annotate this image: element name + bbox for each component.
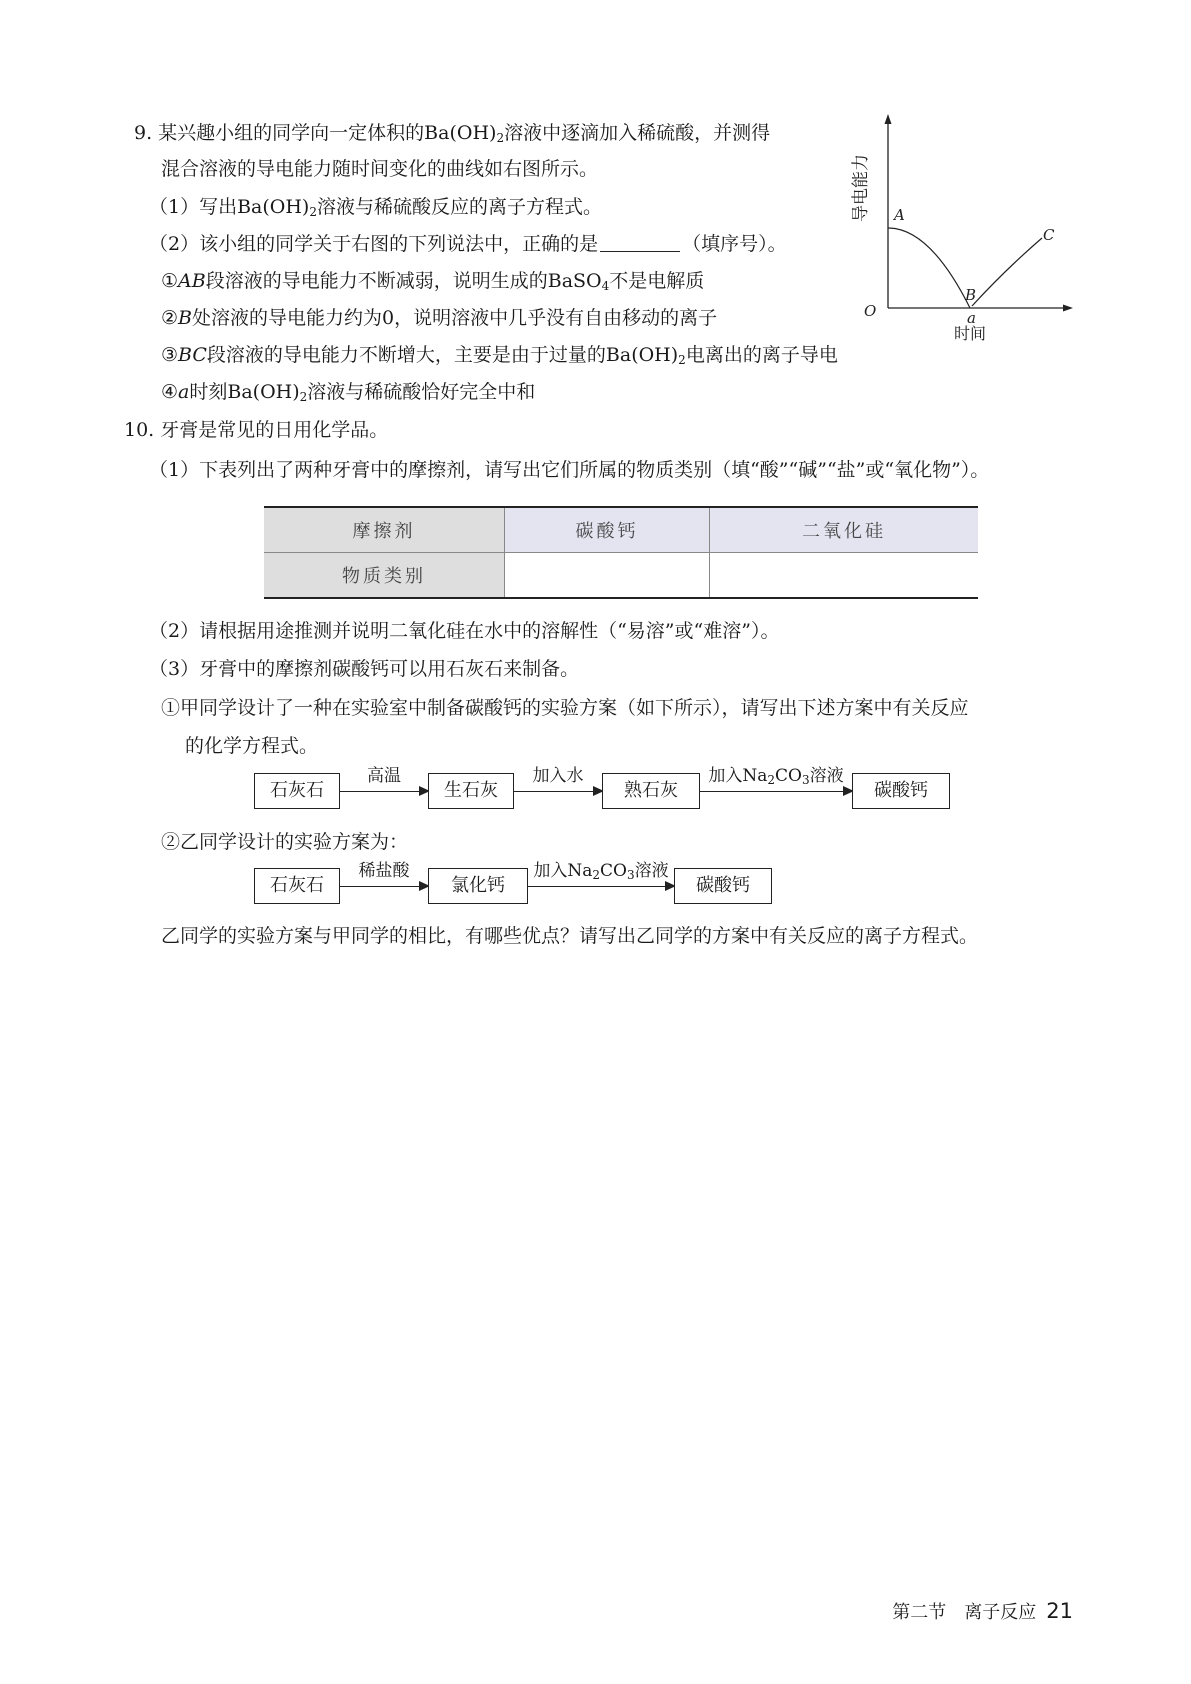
table-row <box>264 553 978 599</box>
flow1-box-calcium-carbonate: 碳酸钙 <box>852 773 950 809</box>
y-axis-arrow <box>885 114 892 124</box>
y-axis-label: 导电能力 <box>851 154 871 222</box>
q9-part1: （1）写出$Ba(OH)_2$溶液与稀硫酸反应的离子方程式。 <box>149 196 603 219</box>
q10-scheme1-desc-cont: 的化学方程式。 <box>185 735 319 757</box>
section-title: 第二节 离子反应 <box>892 1602 1037 1623</box>
flow1-arrow-1-label: 高温 <box>367 766 401 786</box>
q10-scheme1-desc: ①甲同学设计了一种在实验室中制备碳酸钙的实验方案（如下所示），请写出下述方案中有关反应 <box>161 697 969 719</box>
q9-line2: 混合溶液的导电能力随时间变化的曲线如右图所示。 <box>161 158 599 180</box>
flow1-box-slaked-lime: 熟石灰 <box>602 773 700 809</box>
flow2-box-limestone: 石灰石 <box>254 868 340 904</box>
q9-option3: ③BC段溶液的导电能力不断增大，主要是由于过量的$Ba(OH)_2$电离出的离子导电 <box>161 344 838 367</box>
flow2-arrow-1 <box>340 886 428 887</box>
x-axis-arrow <box>1063 305 1073 312</box>
abrasive-table <box>264 506 978 599</box>
flow2-box-calcium-carbonate: 碳酸钙 <box>674 868 772 904</box>
q10-part3: （3）牙膏中的摩擦剂碳酸钙可以用石灰石来制备。 <box>149 658 580 680</box>
q9-option2: ②B处溶液的导电能力约为0，说明溶液中几乎没有自由移动的离子 <box>161 307 718 329</box>
conductivity-curve <box>888 228 970 308</box>
answer-cell-silicon-dioxide[interactable] <box>709 553 978 599</box>
answer-cell-calcium-carbonate[interactable] <box>505 553 710 599</box>
page-number: 21 <box>1046 1599 1073 1623</box>
q9-line1: 9. 某兴趣小组的同学向一定体积的$Ba(OH)_2$溶液中逐滴加入稀硫酸，并测得 <box>134 122 771 145</box>
q10-scheme2-desc: ②乙同学设计的实验方案为： <box>161 831 409 853</box>
q9-option4: ④a时刻$Ba(OH)_2$溶液与稀硫酸恰好完全中和 <box>161 381 536 404</box>
q10-line1: 10. 牙膏是常见的日用化学品。 <box>124 419 389 441</box>
q10-part1: （1）下表列出了两种牙膏中的摩擦剂，请写出它们所属的物质类别（填“酸”“碱”“盐”或“氧化物”）。 <box>149 459 990 481</box>
flow2-arrow-2 <box>528 886 674 887</box>
flow2-arrow-1-label: 稀盐酸 <box>358 861 410 881</box>
point-b-label: B <box>965 286 977 304</box>
q9-option1: ①AB段溶液的导电能力不断减弱，说明生成的BaSO$_4$不是电解质 <box>161 270 705 293</box>
flow1-box-quicklime: 生石灰 <box>428 773 514 809</box>
q10-part2: （2）请根据用途推测并说明二氧化硅在水中的溶解性（“易溶”或“难溶”）。 <box>149 620 780 642</box>
tick-a-label: a <box>967 309 976 327</box>
origin-label: O <box>864 302 877 320</box>
q10-final-question: 乙同学的实验方案与甲同学的相比，有哪些优点？请写出乙同学的方案中有关反应的离子方程式。 <box>161 925 979 947</box>
table-header-row <box>264 507 978 553</box>
point-c-label: C <box>1043 226 1055 244</box>
table-header-cell: 碳酸钙 <box>505 507 710 553</box>
x-axis-label: 时间 <box>954 324 987 343</box>
conductivity-graph <box>850 110 1080 350</box>
flow1-arrow-1 <box>340 791 428 792</box>
point-a-label: A <box>894 206 905 224</box>
flow1-arrow-3 <box>700 791 852 792</box>
answer-blank[interactable] <box>600 233 680 252</box>
q9-part2: （2）该小组的同学关于右图的下列说法中，正确的是 （填序号）。 <box>149 233 787 255</box>
flow1-arrow-2 <box>514 791 602 792</box>
conductivity-curve-rise <box>972 238 1042 306</box>
flow2-box-calcium-chloride: 氯化钙 <box>428 868 528 904</box>
flow1-arrow-2-label: 加入水 <box>532 766 584 786</box>
page-footer <box>892 1598 1073 1624</box>
table-header-cell: 二氧化硅 <box>709 507 978 553</box>
table-header-cell: 摩擦剂 <box>264 507 505 553</box>
flow2-arrow-2-label: 加入$Na_2CO_3$溶液 <box>533 861 669 882</box>
flow1-arrow-3-label: 加入$Na_2CO_3$溶液 <box>708 766 844 787</box>
flow1-box-limestone: 石灰石 <box>254 773 340 809</box>
table-row-label: 物质类别 <box>264 553 505 599</box>
